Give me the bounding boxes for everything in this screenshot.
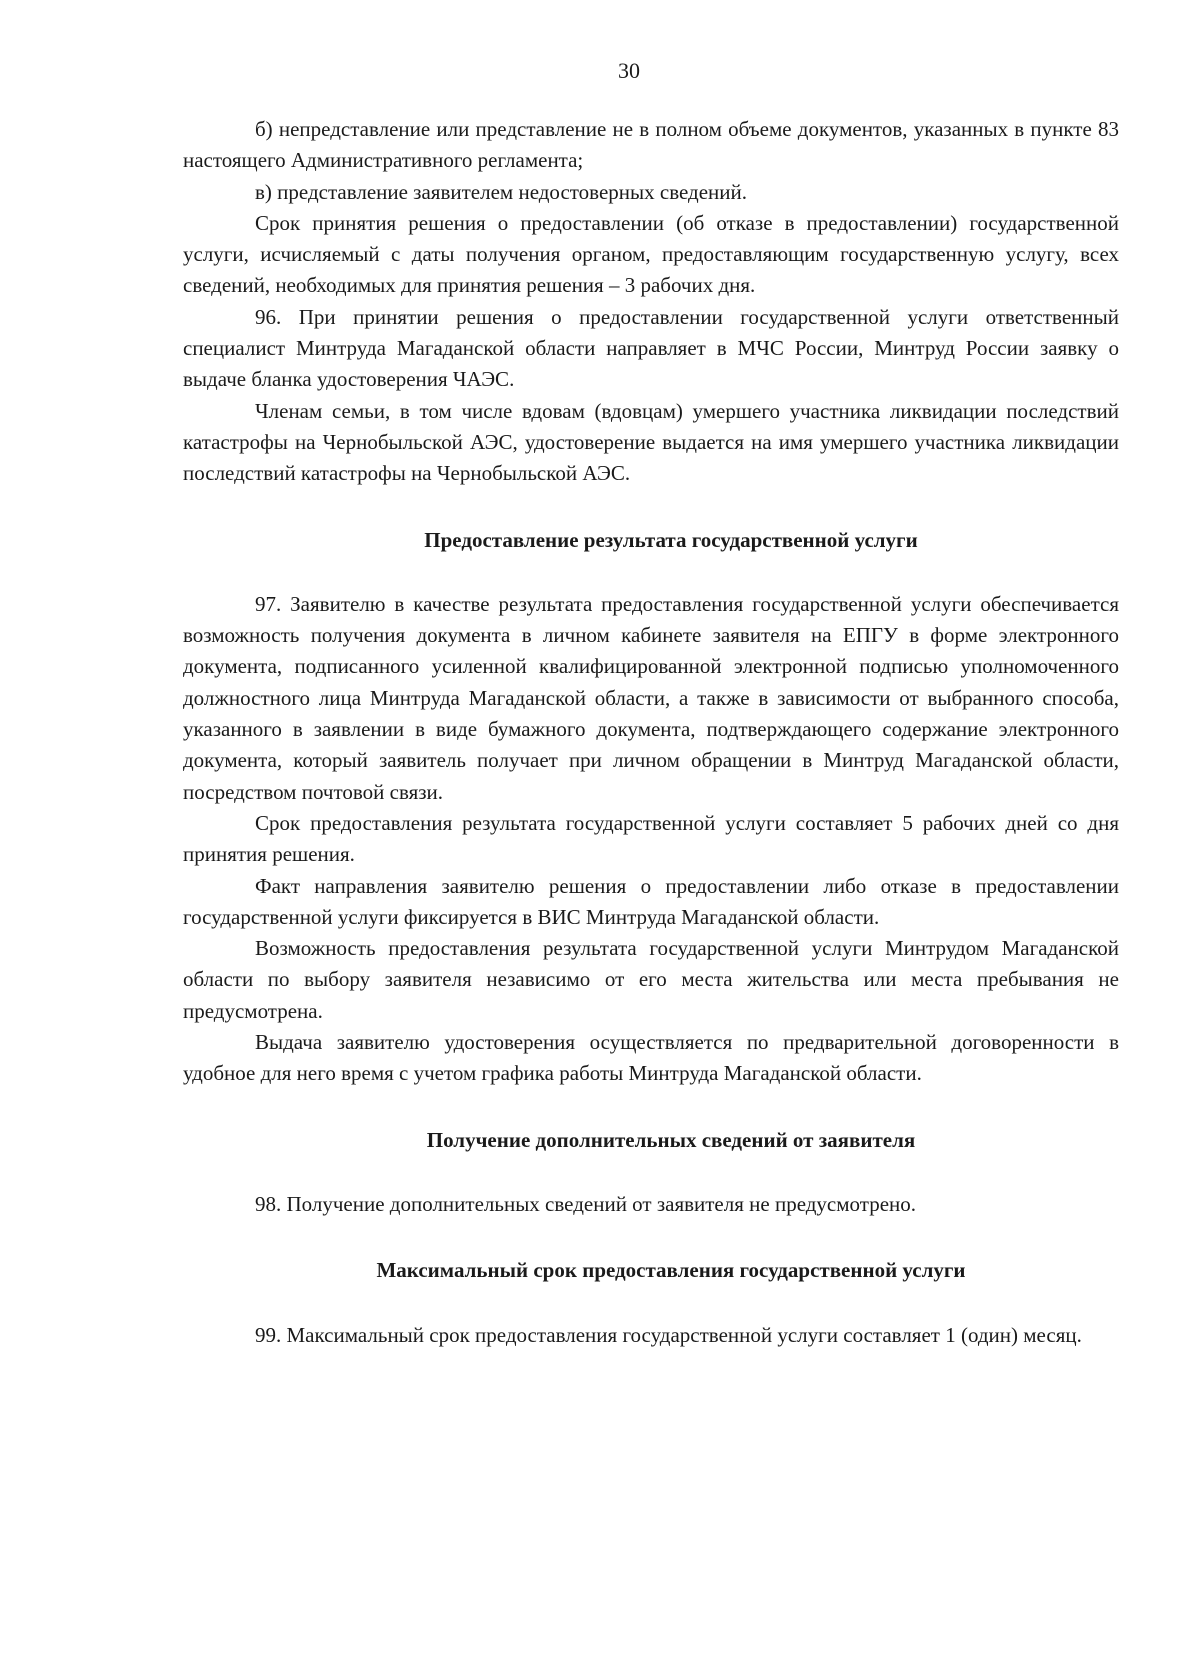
paragraph-item-v: в) представление заявителем недостоверных сведений. <box>255 179 748 204</box>
paragraph-result-term: Срок предоставления результата государственной услуги составляет 5 рабочих дней со дня принятия решения. <box>183 810 1119 867</box>
paragraph-99: 99. Максимальный срок предоставления государственной услуги составляет 1 (один) месяц. <box>255 1322 1082 1347</box>
paragraph-decision-fact: Факт направления заявителю решения о предоставлении либо отказе в предоставлении государственной услуги фиксируется в ВИС Минтруда Магаданской области. <box>183 873 1119 929</box>
paragraph-96: 96. При принятии решения о предоставлении государственной услуги ответственный специалист Минтруда Магаданской области направляет в МЧС России, Минтруд России заявку о выдаче бланка удостоверения ЧАЭС. <box>183 304 1119 392</box>
paragraph-98: 98. Получение дополнительных сведений от заявителя не предусмотрено. <box>255 1191 916 1216</box>
section-heading-max-term: Максимальный срок предоставления государственной услуги <box>376 1258 966 1283</box>
section-heading-additional-info: Получение дополнительных сведений от заявителя <box>426 1127 916 1152</box>
page-number: 30 <box>618 58 640 83</box>
paragraph-certificate-issue: Выдача заявителю удостоверения осуществляется по предварительной договоренности в удобное для него время с учетом графика работы Минтруда Магаданской области. <box>183 1030 1119 1086</box>
paragraph-item-b: б) непредставление или представление не в полном объеме документов, указанных в пункте 83 настоящего Административного регламента; <box>183 117 1119 173</box>
paragraph-extraterritorial: Возможность предоставления результата государственной услуги Минтрудом Магаданской области по выбору заявителя независимо от его места жительства или места пребывания не предусмотрена. <box>183 936 1119 1023</box>
section-heading-result: Предоставление результата государственной услуги <box>424 527 918 552</box>
document-body <box>183 114 1119 1351</box>
paragraph-97: 97. Заявителю в качестве результата предоставления государственной услуги обеспечивается возможность получения документа в личном кабинете заявителя на ЕПГУ в форме электронного документа, подписанного усиленной квалифицированной электронной подписью уполномоченного должностного лица Минтруда Магаданской области, а также в зависимости от выбранного способа, указанного в заявлении в виде бумажного документа, подтверждающего содержание электронного документа, который заявитель получает при личном обращении в Минтруд Магаданской области, посредством почтовой связи. <box>183 591 1119 804</box>
paragraph-decision-term: Срок принятия решения о предоставлении (об отказе в предоставлении) государственной услуги, исчисляемый с даты получения органом, предоставляющим государственную услугу, всех сведений, необходимых для принятия решения – 3 рабочих дня. <box>183 210 1119 298</box>
paragraph-family-members: Членам семьи, в том числе вдовам (вдовцам) умершего участника ликвидации последствий катастрофы на Чернобыльской АЭС, удостоверение выдается на имя умершего участника ликвидации последствий катастрофы на Чернобыльской АЭС. <box>183 398 1119 486</box>
